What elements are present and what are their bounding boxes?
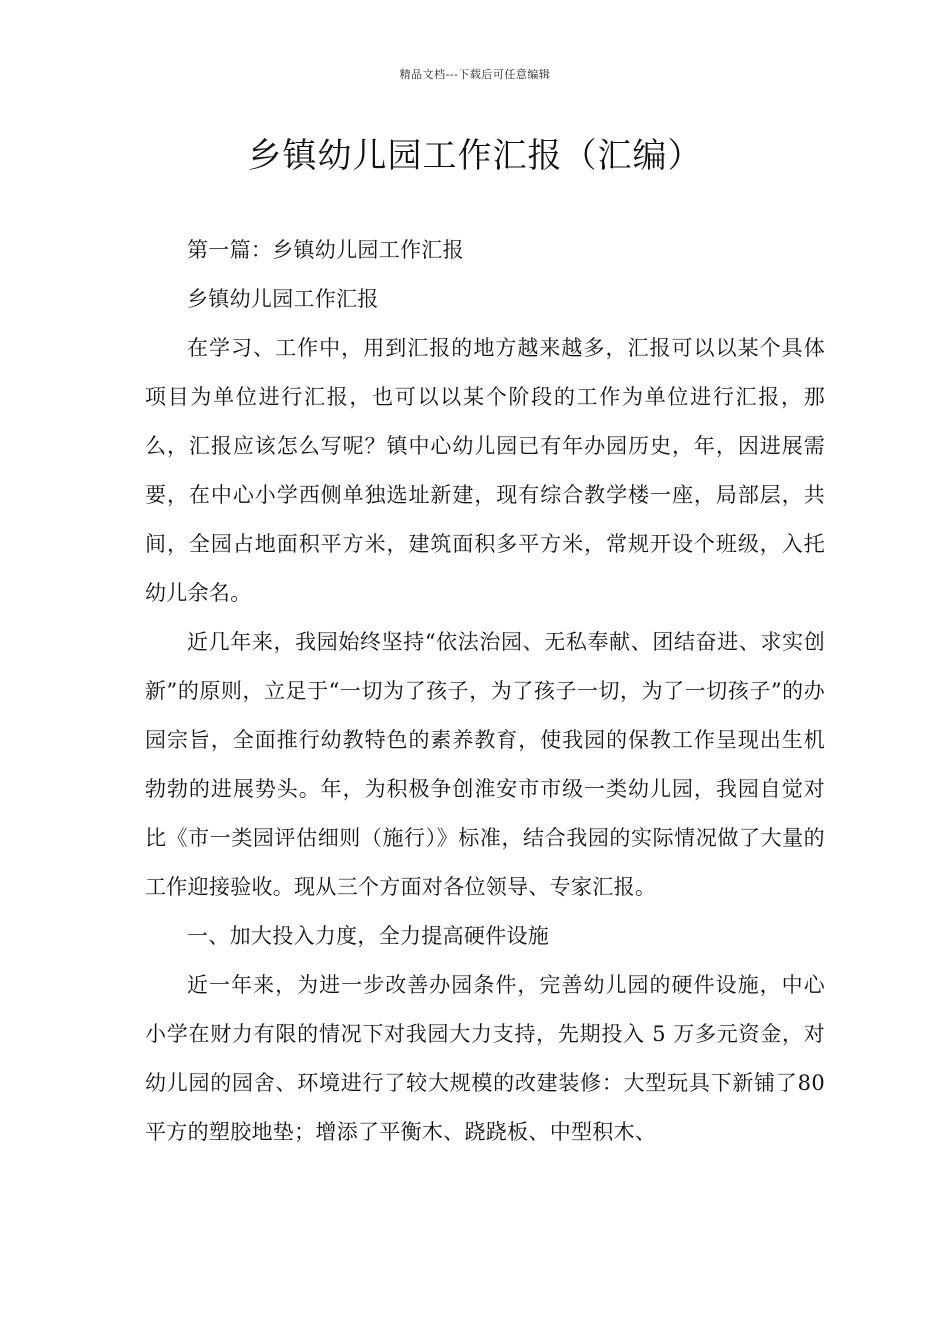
- section-heading: 一、加大投入力度，全力提高硬件设施: [187, 924, 550, 948]
- paragraph: 在学习、工作中，用到汇报的地方越来越多，汇报可以以某个具体项目为单位进行汇报，也可以以某个阶段的工作为单位进行汇报，那么，汇报应该怎么写呢？镇中心幼儿园已有年办园历史，年，因进展需要，在中心小学西侧单独选址新建，现有综合教学楼一座，局部层，共间，全园占地面积平方米，建筑面积多平方米，常规开设个班级，入托幼儿余名。: [145, 336, 825, 605]
- document-body: [145, 226, 825, 1157]
- section-heading: 第一篇：乡镇幼儿园工作汇报: [187, 238, 464, 262]
- document-title: 乡镇幼儿园工作汇报（汇编）: [247, 136, 703, 176]
- paragraph: 近几年来，我园始终坚持“依法治园、无私奉献、团结奋进、求实创新”的原则，立足于“一切为了孩子，为了孩子一切，为了一切孩子”的办园宗旨，全面推行幼教特色的素养教育，使我园的保教工作呈现出生机勃勃的进展势头。年，为积极争创淮安市市级一类幼儿园，我园自觉对比《市一类园评估细则（施行）》标准，结合我园的实际情况做了大量的工作迎接验收。现从三个方面对各位领导、专家汇报。: [145, 630, 825, 899]
- paragraph: 近一年来，为进一步改善办园条件，完善幼儿园的硬件设施，中心小学在财力有限的情况下对我园大力支持，先期投入 5 万多元资金，对幼儿园的园舍、环境进行了较大规模的改建装修：大型玩具下新铺了80平方的塑胶地垫；增添了平衡木、跷跷板、中型积木、: [145, 973, 825, 1144]
- subheading: 乡镇幼儿园工作汇报: [187, 287, 379, 311]
- page-header: 精品文档---下载后可任意编辑: [399, 68, 551, 81]
